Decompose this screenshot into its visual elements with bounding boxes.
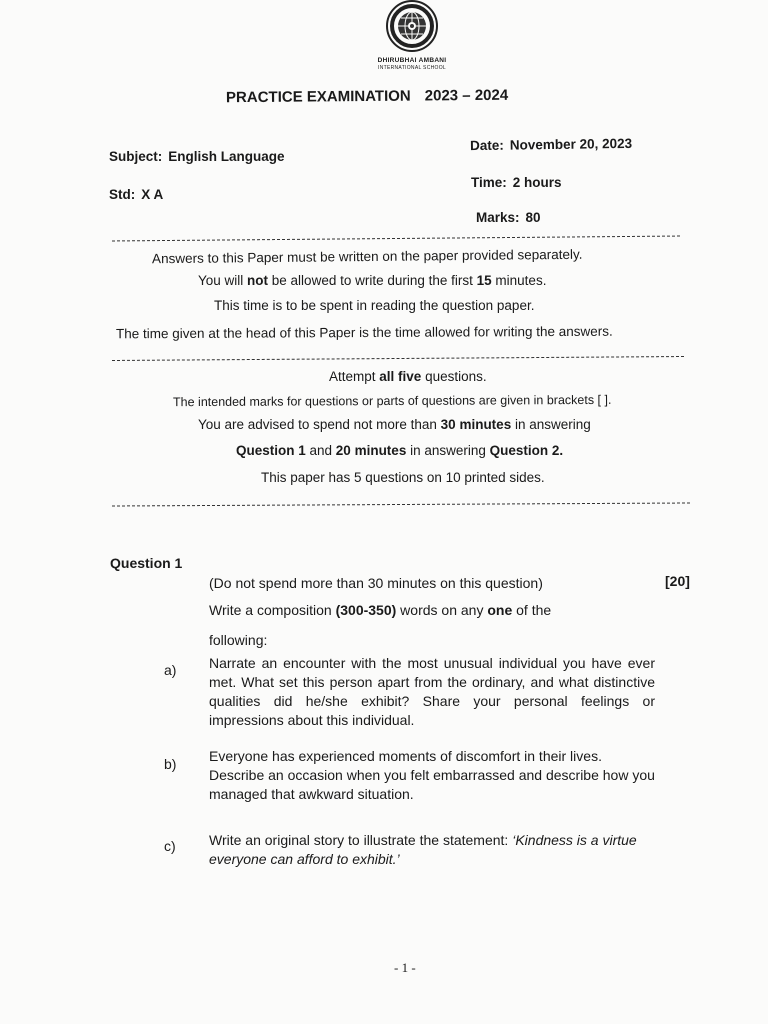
- option-b-label: b): [164, 756, 177, 772]
- paper-info-line: This paper has 5 questions on 10 printed sides.: [261, 470, 545, 485]
- advice-text-1: You are advised to spend not more than: [198, 417, 441, 432]
- option-c-text-quote: ‘Kindness is a virtue everyone can afford to exhibit.’: [209, 832, 637, 867]
- prompt-text-1: Write a composition: [209, 602, 336, 618]
- divider-3: [112, 502, 690, 506]
- marks-label: Marks:: [476, 210, 520, 225]
- divider-2: [112, 356, 684, 361]
- school-logo: [376, 0, 448, 56]
- advice2-text-4: in answering: [406, 443, 490, 458]
- advice2-text-5: Question 2.: [489, 443, 564, 458]
- school-subtitle: INTERNATIONAL SCHOOL: [378, 65, 446, 71]
- advice-text-2: 30 minutes: [440, 417, 512, 432]
- option-a-text: Narrate an encounter with the most unusual individual you have ever met. What set this person apart from the ordinary, and what distinctive qualities did he/she exhibit? Share your personal feelings or impressions about this individual.: [209, 655, 655, 728]
- marks-row: [476, 210, 541, 225]
- exam-title: [226, 87, 508, 106]
- prompt-text-3: words on any: [396, 602, 488, 618]
- instruction-line-3: This time is to be spent in reading the question paper.: [214, 298, 535, 313]
- date-label: Date:: [469, 137, 504, 154]
- question-1-heading: Question 1: [110, 555, 183, 571]
- question-1-note: (Do not spend more than 30 minutes on this question): [209, 575, 543, 591]
- divider-1: [112, 236, 680, 242]
- attempt-text-3: questions.: [421, 369, 487, 384]
- advice2-text-2: and: [305, 443, 336, 458]
- question-1-marks: [20]: [665, 573, 690, 589]
- option-b-text: Everyone has experienced moments of discomfort in their lives. Describe an occasion when you felt embarrassed and describe how you managed that awkward situation.: [209, 748, 655, 802]
- option-c-text-plain: Write an original story to illustrate the statement:: [209, 832, 513, 848]
- marks-value: 80: [525, 210, 541, 225]
- attempt-text-2: all five: [379, 369, 422, 384]
- advice-line: [198, 417, 591, 432]
- time-value: 2 hours: [512, 175, 562, 190]
- school-name: DHIRUBHAI AMBANI: [377, 57, 447, 64]
- advice-line-2: [236, 443, 563, 458]
- subject-value: English Language: [168, 149, 285, 164]
- instruction-line-2: You will not be allowed to write during the first 15 minutes.: [198, 273, 547, 288]
- time-row: [471, 175, 562, 190]
- advice-text-3: in answering: [511, 417, 591, 432]
- attempt-line: [329, 369, 487, 384]
- std-value: X A: [141, 187, 164, 202]
- exam-year: 2023 – 2024: [424, 86, 509, 105]
- prompt-text-2: (300-350): [335, 602, 397, 618]
- time-label: Time:: [471, 175, 507, 190]
- date-row: [470, 136, 632, 153]
- prompt-text-5: of the: [512, 602, 552, 618]
- marks-bracket-line: The intended marks for questions or parts of questions are given in brackets [ ].: [172, 392, 612, 410]
- advice2-text-3: 20 minutes: [335, 443, 407, 458]
- std-label: Std:: [109, 187, 136, 202]
- std-row: [109, 187, 163, 202]
- exam-title-text: PRACTICE EXAMINATION: [225, 87, 411, 107]
- subject-label: Subject:: [109, 149, 163, 164]
- question-1-prompt: [209, 602, 551, 618]
- option-a-label: a): [164, 662, 177, 678]
- date-value: November 20, 2023: [509, 135, 633, 153]
- instruction-line-4: The time given at the head of this Paper is the time allowed for writing the answers.: [115, 323, 613, 342]
- option-c-text: [209, 831, 655, 869]
- attempt-text-1: Attempt: [329, 369, 380, 384]
- prompt-text-4: one: [487, 602, 513, 618]
- advice2-text-1: Question 1: [236, 443, 306, 458]
- option-c-label: c): [164, 838, 176, 854]
- instruction-line-1: Answers to this Paper must be written on the paper provided separately.: [151, 246, 583, 267]
- question-1-prompt-cont: following:: [209, 632, 268, 648]
- page-number: - 1 -: [394, 960, 416, 975]
- subject-row: [109, 149, 285, 164]
